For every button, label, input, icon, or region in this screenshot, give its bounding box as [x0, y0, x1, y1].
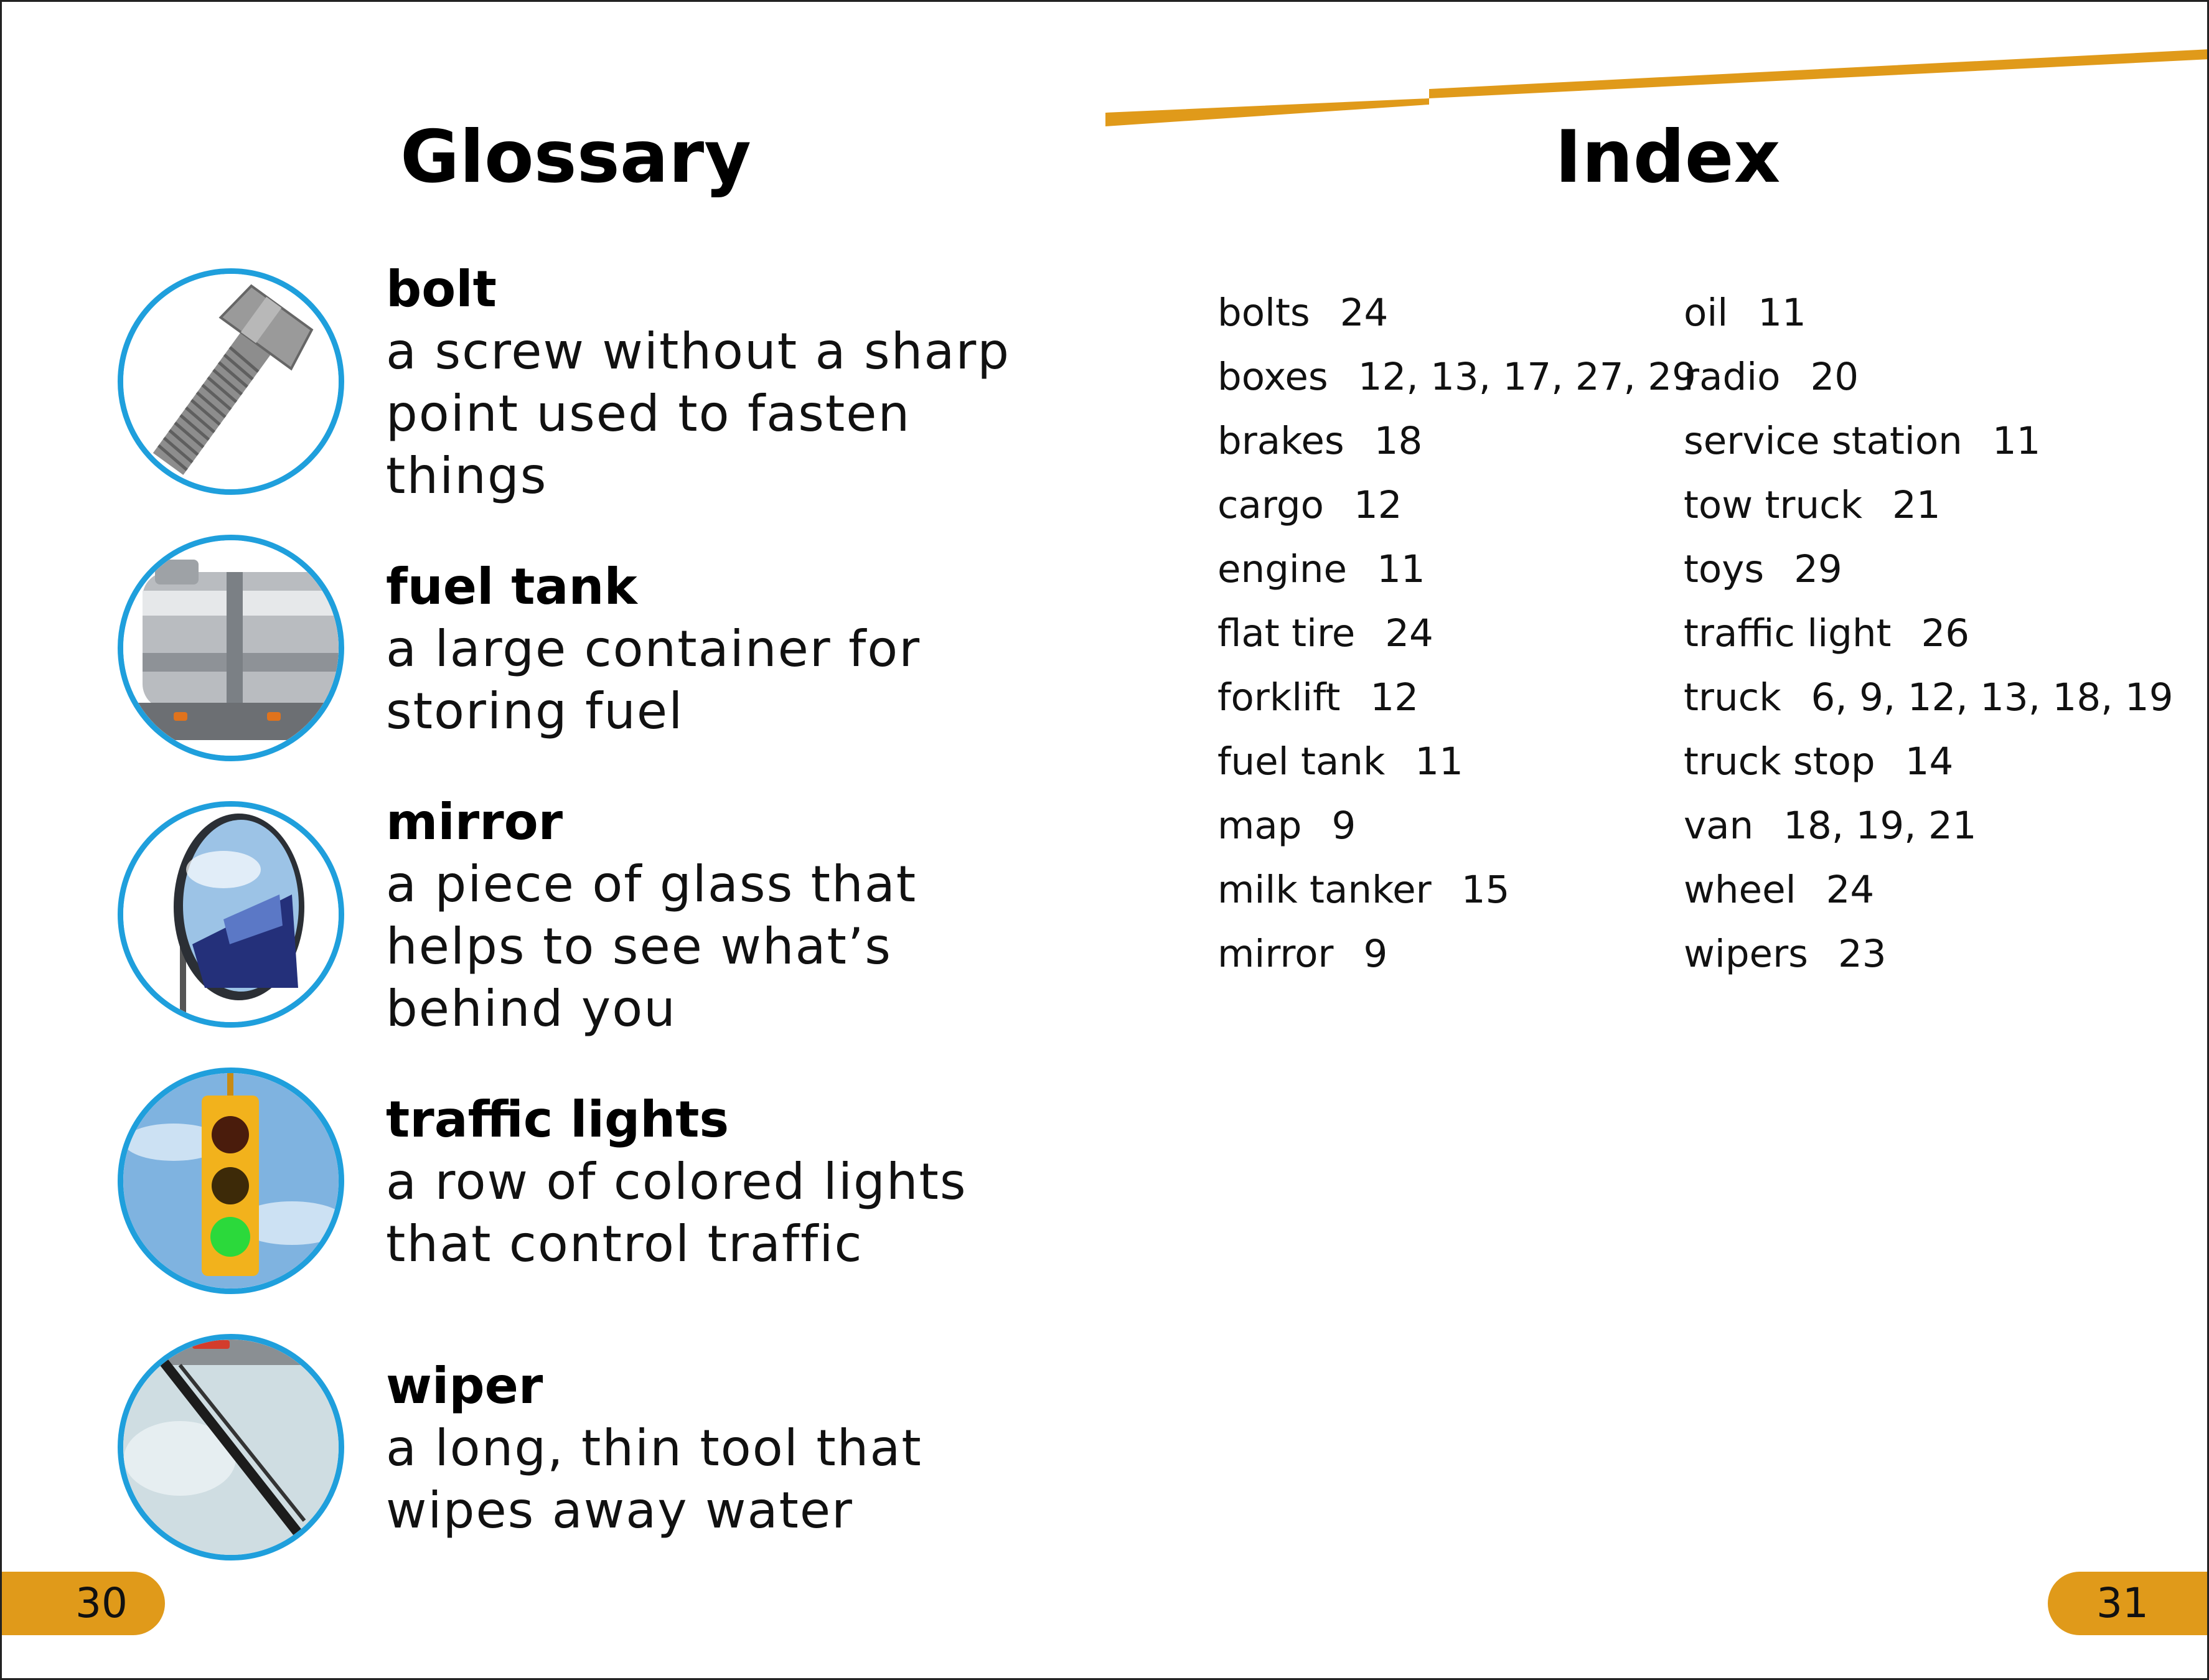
index-entry [1217, 922, 1696, 986]
index-entry [1684, 473, 2174, 537]
index-pages: 26 [1921, 611, 1970, 655]
index-entry [1684, 922, 2174, 986]
index-entry [1684, 409, 2174, 473]
index-term: service station [1684, 419, 1963, 463]
index-column-1 [1217, 281, 1696, 986]
index-entry [1217, 858, 1696, 922]
bolt-image [118, 268, 344, 495]
index-entry [1684, 730, 2174, 794]
index-pages: 14 [1905, 739, 1954, 784]
index-pages: 21 [1892, 483, 1941, 527]
index-pages: 24 [1385, 611, 1433, 655]
index-entry [1684, 665, 2174, 730]
index-pages: 9 [1331, 804, 1356, 848]
index-entry [1684, 601, 2174, 665]
index-entry [1217, 409, 1696, 473]
mirror-icon [118, 801, 344, 1028]
index-pages: 18 [1374, 419, 1423, 463]
index-pages: 18, 19, 21 [1783, 804, 1977, 848]
index-term: boxes [1217, 355, 1328, 399]
index-term: map [1217, 804, 1302, 848]
index-term: flat tire [1217, 611, 1356, 655]
index-term: fuel tank [1217, 739, 1386, 784]
glossary-title: Glossary [400, 115, 751, 199]
index-pages: 20 [1810, 355, 1859, 399]
glossary-text-mirror [386, 791, 1039, 1040]
index-pages: 12 [1370, 675, 1419, 720]
glossary-term: fuel tank [386, 558, 637, 616]
traffic-light-icon [118, 1068, 344, 1294]
index-term: traffic light [1684, 611, 1892, 655]
glossary-definition: a long, thin tool that wipes away water [386, 1419, 922, 1539]
glossary-term: wiper [386, 1357, 543, 1415]
page-number-right: 31 [2048, 1572, 2209, 1635]
index-pages: 11 [1992, 419, 2041, 463]
index-column-2 [1684, 281, 2174, 986]
fuel-tank-image [118, 535, 344, 761]
glossary-text-fuel-tank [386, 556, 1039, 743]
index-term: radio [1684, 355, 1781, 399]
glossary-term: mirror [386, 793, 563, 851]
index-term: wheel [1684, 868, 1796, 912]
glossary-definition: a large container for storing fuel [386, 620, 921, 740]
index-entry [1217, 537, 1696, 601]
index-entry [1684, 281, 2174, 345]
index-entry [1217, 473, 1696, 537]
index-pages: 24 [1826, 868, 1875, 912]
index-term: van [1684, 804, 1754, 848]
index-title: Index [1555, 115, 1781, 199]
wiper-image [118, 1334, 344, 1560]
index-pages: 9 [1363, 932, 1388, 976]
index-entry [1217, 281, 1696, 345]
bolt-icon [118, 268, 344, 495]
index-term: wipers [1684, 932, 1808, 976]
index-pages: 6, 9, 12, 13, 18, 19 [1811, 675, 2174, 720]
index-term: mirror [1217, 932, 1334, 976]
index-pages: 24 [1339, 291, 1389, 335]
index-entry [1217, 345, 1696, 409]
page-number-left: 30 [2, 1572, 165, 1635]
index-entry [1684, 794, 2174, 858]
index-pages: 29 [1794, 547, 1842, 591]
index-term: bolts [1217, 291, 1310, 335]
glossary-text-wiper [386, 1355, 1039, 1542]
index-term: milk tanker [1217, 868, 1432, 912]
fuel-tank-icon [118, 535, 344, 761]
glossary-term: traffic lights [386, 1091, 729, 1148]
index-term: truck stop [1684, 739, 1875, 784]
mirror-image [118, 801, 344, 1028]
wiper-icon [118, 1334, 344, 1560]
glossary-text-bolt [386, 258, 1039, 507]
glossary-definition: a screw without a sharp point used to fasten things [386, 322, 1011, 505]
index-pages: 11 [1758, 291, 1806, 335]
index-term: brakes [1217, 419, 1344, 463]
index-term: truck [1684, 675, 1781, 720]
orange-stripe-decoration [2, 2, 2209, 164]
index-pages: 12, 13, 17, 27, 29 [1358, 355, 1696, 399]
index-pages: 12 [1353, 483, 1402, 527]
glossary-term: bolt [386, 260, 497, 318]
index-term: toys [1684, 547, 1765, 591]
glossary-definition: a piece of glass that helps to see what’s behind you [386, 855, 917, 1038]
index-pages: 11 [1415, 739, 1463, 784]
glossary-text-traffic-lights [386, 1089, 1039, 1275]
index-entry [1217, 601, 1696, 665]
index-entry [1217, 730, 1696, 794]
index-entry [1684, 537, 2174, 601]
index-pages: 15 [1461, 868, 1510, 912]
index-term: cargo [1217, 483, 1324, 527]
index-entry [1684, 858, 2174, 922]
index-pages: 11 [1377, 547, 1425, 591]
index-entry [1684, 345, 2174, 409]
index-term: forklift [1217, 675, 1341, 720]
index-pages: 23 [1837, 932, 1887, 976]
index-term: tow truck [1684, 483, 1863, 527]
index-term: oil [1684, 291, 1728, 335]
index-entry [1217, 665, 1696, 730]
index-entry [1217, 794, 1696, 858]
traffic-lights-image [118, 1068, 344, 1294]
index-term: engine [1217, 547, 1348, 591]
glossary-definition: a row of colored lights that control traffic [386, 1153, 967, 1273]
